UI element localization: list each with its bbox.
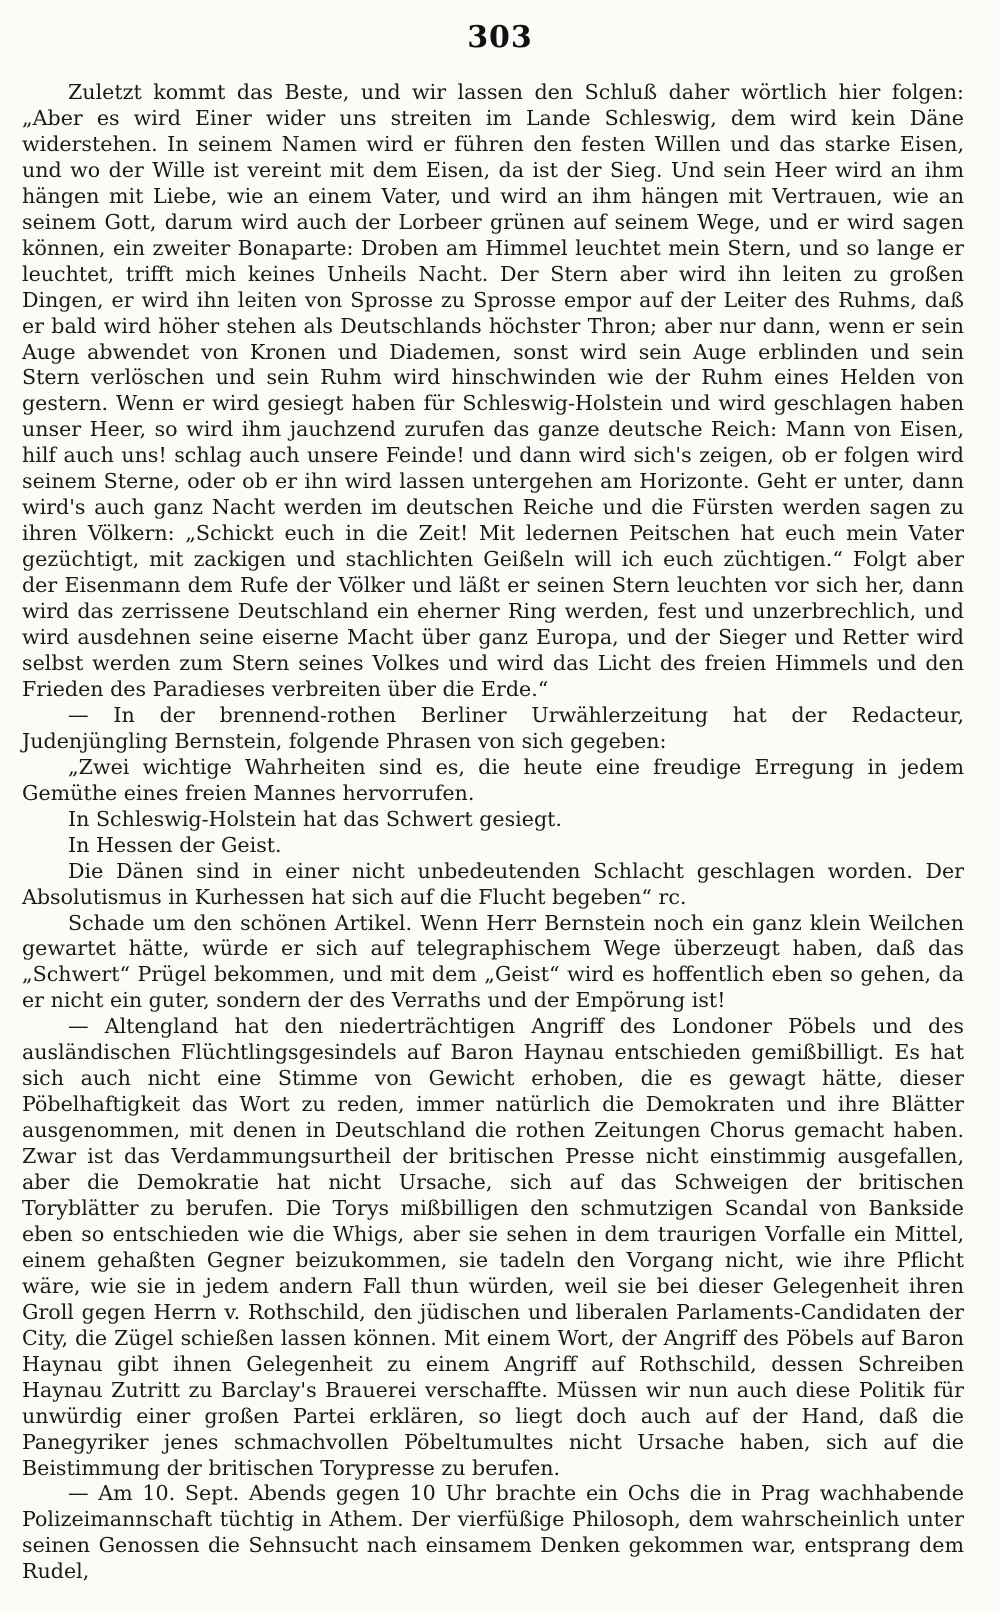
page-number: 303 <box>467 20 533 55</box>
paragraph-geist: In Hessen der Geist. <box>68 832 282 857</box>
text-column <box>22 80 964 1585</box>
paragraph-altengland: — Altengland hat den niederträchtigen Angriff des Londoner Pöbels und des ausländischen Flüchtlingsgesindels auf Baron Haynau entschieden gemißbilligt. Es hat sich auch nicht eine Stimme von Gewicht erhoben, die es gewagt hätte, dieser Pöbelhaftigkeit das Wort zu reden, immer natürlich die Demokraten und ihre Blätter ausgenommen, mit denen in Deutschland die rothen Zeitungen Chorus gemacht haben. Zwar ist das Verdammungsurtheil der britischen Presse nicht einstimmig ausgefallen, aber die Demokratie hat nicht Ursache, sich auf das Schweigen der britischen Toryblätter zu berufen. Die Torys mißbilligen den schmutzigen Scandal von Bankside eben so entschieden wie die Whigs, aber sie sehen in dem traurigen Vorfalle ein Mittel, einem gehaßten Gegner beizukommen, sie tadeln den Vorgang nicht, wie ihre Pflicht wäre, wie sie in jedem andern Fall thun würden, weil sie bei dieser Gelegenheit ihren Groll gegen Herrn v. Rothschild, den jüdischen und liberalen Parlaments-Candidaten der City, die Zügel schießen lassen können. Mit einem Wort, der Angriff des Pöbels auf Baron Haynau gibt ihnen Gelegenheit zu einem Angriff auf Rothschild, dessen Schreiben Haynau Zutritt zu Barclay's Brauerei verschaffte. Müssen wir nun auch diese Politik für unwürdig einer großen Partei erklären, so liegt doch auch auf der Hand, daß die Panegyriker jenes schmachvollen Pöbeltumultes nicht Ursache haben, sich auf die Beistimmung der britischen Torypresse zu berufen. <box>22 1014 964 1480</box>
paragraph-daenen: Die Dänen sind in einer nicht unbedeutenden Schlacht geschlagen worden. Der Absolutismus in Kurhessen hat sich auf die Flucht begeben“ rc. <box>22 858 964 909</box>
paragraph-schleswig-quote: Zuletzt kommt das Beste, und wir lassen den Schluß daher wörtlich hier folgen: „Aber es wird Einer wider uns streiten im Lande Schleswig, dem wird kein Däne widerstehen. In seinem Namen wird er führen den festen Willen und das starke Eisen, und wo der Wille ist vereint mit dem Eisen, da ist der Sieg. Und sein Heer wird an ihm hängen mit Liebe, wie an einem Vater, und wird an ihm hängen mit Vertrauen, wie an seinem Gott, darum wird auch der Lorbeer grünen auf seinem Wege, und er wird sagen können, ein zweiter Bonaparte: Droben am Himmel leuchtet mein Stern, und so lange er leuchtet, trifft mich keines Unheils Nacht. Der Stern aber wird ihn leiten zu großen Dingen, er wird ihn leiten von Sprosse zu Sprosse empor auf der Leiter des Ruhms, daß er bald wird höher stehen als Deutschlands höchster Thron; aber nur dann, wenn er sein Auge abwendet von Kronen und Diademen, sonst wird sein Auge erblinden und sein Stern verlöschen und sein Ruhm wird hinschwinden wie der Ruhm eines Helden von gestern. Wenn er wird gesiegt haben für Schleswig-Holstein und wird geschlagen haben unser Heer, so wird ihm jauchzend zurufen das ganze deutsche Reich: Mann von Eisen, hilf auch uns! schlag auch unsere Feinde! und dann wird sich's zeigen, ob er folgen wird seinem Sterne, oder ob er ihn wird lassen untergehen am Horizonte. Geht er unter, dann wird's auch ganz Nacht werden im deutschen Reiche und die Fürsten werden sagen zu ihren Völkern: „Schickt euch in die Zeit! Mit ledernen Peitschen hat euch mein Vater gezüchtigt, mit zackigen und stachlichten Geißeln will ich euch züchtigen.“ Folgt aber der Eisenmann dem Rufe der Völker und läßt er seinen Stern leuchten vor sich her, dann wird das zerrissene Deutschland ein eherner Ring werden, fest und unzerbrechlich, und wird ausdehnen seine eiserne Macht über ganz Europa, und der Sieger und Retter wird selbst werden zum Stern seines Volkes und wird das Licht des freien Himmels und den Frieden des Paradieses verbreiten über die Erde.“ <box>22 80 964 701</box>
paragraph-schwert: In Schleswig-Holstein hat das Schwert gesiegt. <box>68 806 562 831</box>
paragraph-schade: Schade um den schönen Artikel. Wenn Herr Bernstein noch ein ganz klein Weilchen gewartet hätte, würde er sich auf telegraphischem Wege überzeugt haben, daß das „Schwert“ Prügel bekommen, und mit dem „Geist“ wird es hoffentlich eben so gehen, da er nicht ein guter, sondern der des Verraths und der Empörung ist! <box>22 910 964 1013</box>
paragraph-bernstein-quote: „Zwei wichtige Wahrheiten sind es, die heute eine freudige Erregung in jedem Gemüthe eines freien Mannes hervorrufen. <box>22 754 964 805</box>
paragraph-urwaehlerzeitung: — In der brennend-rothen Berliner Urwählerzeitung hat der Redacteur, Judenjüngling Bernstein, folgende Phrasen von sich gegeben: <box>22 702 964 753</box>
paragraph-prag-ochs: — Am 10. Sept. Abends gegen 10 Uhr brachte ein Ochs die in Prag wachhabende Polizeimannschaft tüchtig in Athem. Der vierfüßige Philosoph, dem wahrscheinlich unter seinen Genossen die Sehnsucht nach einsamem Denken gekommen war, entsprang dem Rudel, <box>22 1481 964 1584</box>
